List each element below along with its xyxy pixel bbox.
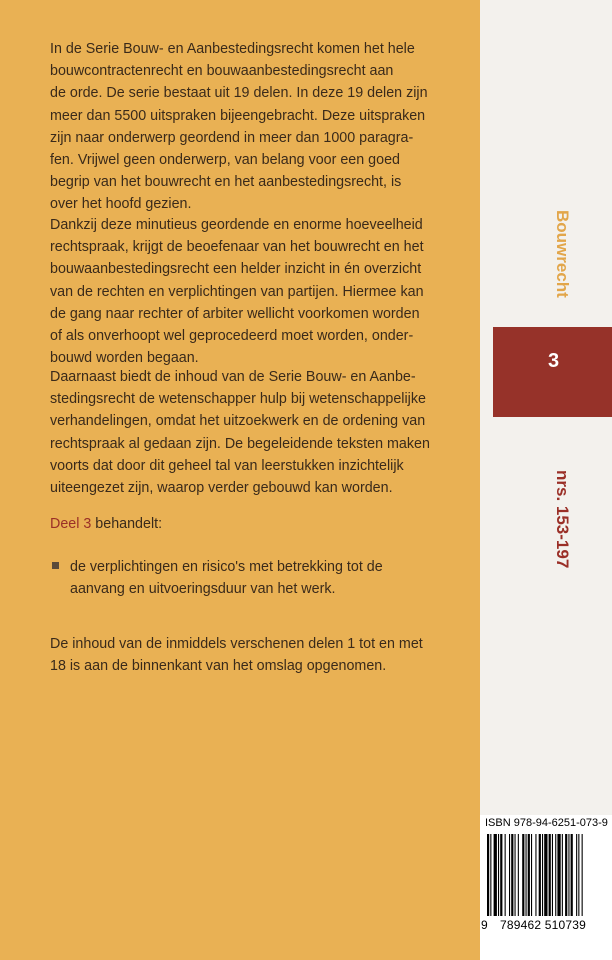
- text-line: rechtspraak al gedaan zijn. De begeleidende teksten maken: [50, 435, 430, 452]
- barcode-bar: [498, 834, 499, 916]
- volume-label: Deel 3: [50, 516, 92, 532]
- bullet-text: [70, 556, 460, 600]
- barcode-bar: [571, 834, 573, 916]
- barcode-bar: [526, 834, 527, 916]
- text-line: meer dan 5500 uitspraken bijeengebracht. Deze uitspraken: [50, 107, 426, 124]
- numbers-range: nrs. 153-197: [553, 470, 572, 569]
- barcode-bar: [535, 834, 536, 916]
- barcode-bar: [505, 834, 506, 916]
- barcode-bar: [500, 834, 502, 916]
- barcode-bar: [552, 834, 553, 916]
- text-line: over het hoofd gezien.: [50, 196, 192, 213]
- text-line: aanvang en uitvoeringsduur van het werk.: [70, 581, 336, 598]
- barcode-bar: [522, 834, 524, 916]
- text-line: verhandelingen, omdat het uitzoekwerk en de ordening van: [50, 413, 426, 430]
- text-line: de verplichtingen en risico's met betrekking tot de: [70, 559, 383, 575]
- barcode-bar: [509, 834, 510, 916]
- text-line: bouwd worden begaan.: [50, 350, 199, 367]
- barcode-bar: [562, 834, 563, 916]
- intro-paragraph: [50, 38, 470, 216]
- third-paragraph: [50, 366, 470, 499]
- barcode-bar: [555, 834, 556, 916]
- barcode-bar: [557, 834, 560, 916]
- text-line: In de Serie Bouw- en Aanbestedingsrecht komen het hele: [50, 41, 415, 57]
- isbn-text: ISBN 978-94-6251-073-9: [485, 817, 608, 829]
- barcode-bar: [549, 834, 551, 916]
- barcode-bar: [518, 834, 519, 916]
- text-line: bouwaanbestedingsrecht een helder inzicht in én overzicht: [50, 261, 422, 278]
- text-line: 18 is aan de binnenkant van het omslag opgenomen.: [50, 658, 387, 675]
- series-title: Bouwrecht: [553, 210, 572, 298]
- text-line: stedingsrecht de wetenschapper hulp bij wetenschappelijke: [50, 391, 426, 408]
- barcode-bar: [528, 834, 530, 916]
- text-line: bouwcontractenrecht en bouwaanbestedingsrecht aan: [50, 63, 394, 80]
- barcode-bar: [576, 834, 577, 916]
- barcode-bar: [511, 834, 513, 916]
- text-line: de gang naar rechter of arbiter wellicht voorkomen worden: [50, 305, 420, 322]
- text-line: of als onverhoopt wel geprocedeerd moet worden, onder-: [50, 328, 414, 345]
- barcode-bar: [578, 834, 579, 916]
- barcode-bar: [531, 834, 532, 916]
- barcode-bar: [515, 834, 516, 916]
- text-line: De inhoud van de inmiddels verschenen delen 1 tot en met: [50, 636, 423, 652]
- barcode-digit-first: 9: [481, 918, 488, 932]
- text-line: van de rechten en verplichtingen van partijen. Hiermee kan: [50, 283, 424, 300]
- barcode-icon: [487, 834, 612, 916]
- barcode-bar: [544, 834, 547, 916]
- text-line: voorts dat door dit geheel tal van leerstukken inzichtelijk: [50, 457, 404, 474]
- barcode-bar: [582, 834, 583, 916]
- volume-heading-suffix: behandelt:: [91, 516, 163, 532]
- text-line: de orde. De serie bestaat uit 19 delen. In deze 19 delen zijn: [50, 85, 428, 102]
- barcode-bar: [542, 834, 543, 916]
- barcode-bar: [568, 834, 569, 916]
- barcode-bar: [487, 834, 489, 916]
- barcode-bar: [565, 834, 567, 916]
- barcode-bar: [539, 834, 541, 916]
- square-bullet-icon: [52, 562, 59, 569]
- barcode-bar: [490, 834, 491, 916]
- text-line: uiteengezet zijn, waarop verder gebouwd kan worden.: [50, 480, 393, 497]
- barcode-bar: [494, 834, 497, 916]
- text-line: fen. Vrijwel geen onderwerp, van belang voor een goed: [50, 152, 400, 169]
- text-line: begrip van het bouwrecht en het aanbestedingsrecht, is: [50, 174, 402, 191]
- barcode-digits: 789462 510739: [500, 918, 587, 932]
- volume-heading: [50, 516, 162, 532]
- text-line: rechtspraak, krijgt de beoefenaar van het bouwrecht en het: [50, 239, 424, 256]
- second-paragraph: [50, 214, 470, 369]
- text-line: Dankzij deze minutieus geordende en enorme hoeveelheid: [50, 217, 423, 233]
- closing-paragraph: [50, 633, 470, 677]
- text-line: zijn naar onderwerp geordend in meer dan 1000 paragra-: [50, 129, 414, 146]
- text-line: Daarnaast biedt de inhoud van de Serie Bouw- en Aanbe-: [50, 369, 416, 385]
- volume-number: 3: [548, 350, 560, 372]
